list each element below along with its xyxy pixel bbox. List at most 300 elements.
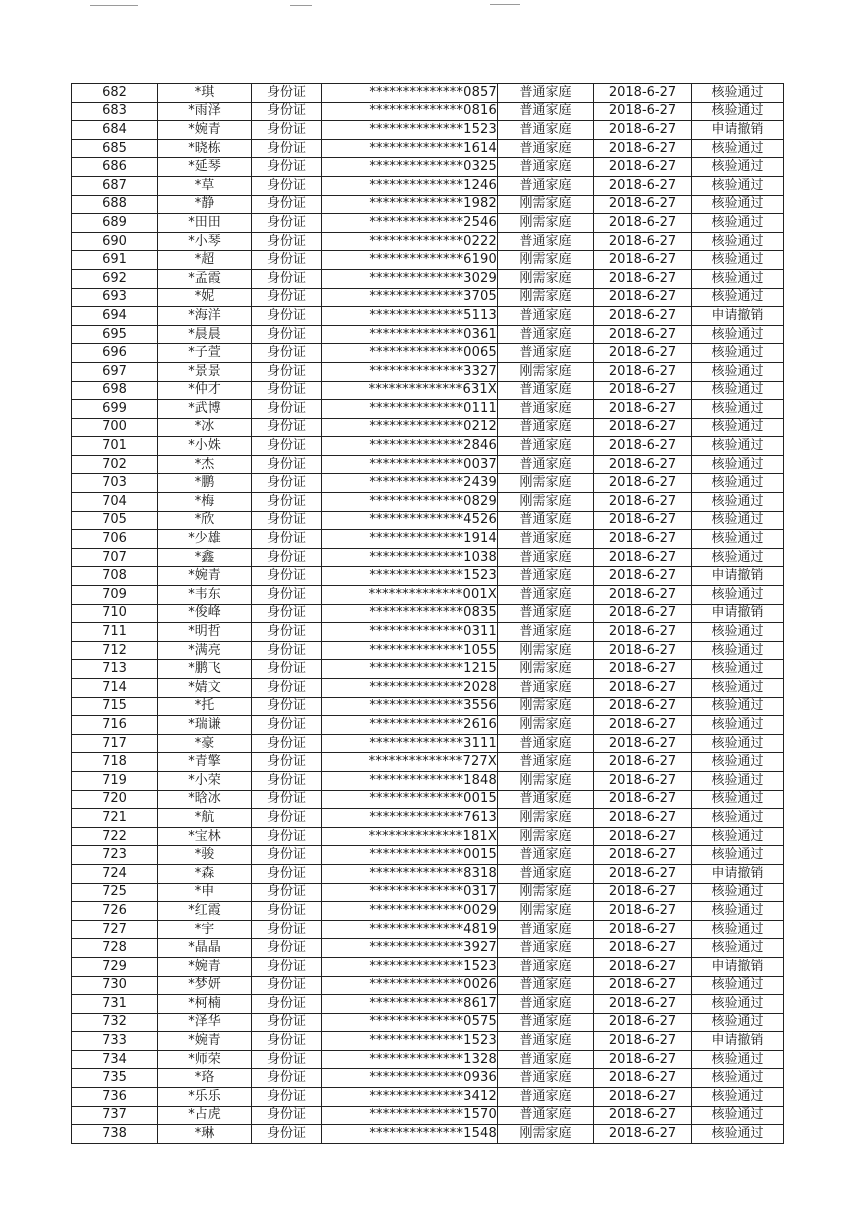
applicant-name: *鑫 [158, 548, 252, 567]
verification-status: 核验通过 [692, 883, 784, 902]
household-category: 普通家庭 [498, 939, 594, 958]
verification-date: 2018-6-27 [594, 176, 692, 195]
verification-date: 2018-6-27 [594, 586, 692, 605]
applicant-name: *航 [158, 809, 252, 828]
document-type: 身份证 [252, 195, 322, 214]
row-number: 724 [72, 864, 158, 883]
masked-id-number: **************1982 [322, 195, 498, 214]
applicant-name: *红霞 [158, 902, 252, 921]
document-type: 身份证 [252, 995, 322, 1014]
verification-date: 2018-6-27 [594, 771, 692, 790]
verification-date: 2018-6-27 [594, 641, 692, 660]
household-category: 普通家庭 [498, 679, 594, 698]
row-number: 734 [72, 1050, 158, 1069]
household-category: 普通家庭 [498, 437, 594, 456]
table-row [72, 771, 784, 790]
row-number: 727 [72, 920, 158, 939]
applicant-name: *雨泽 [158, 102, 252, 121]
verification-status: 核验通过 [692, 771, 784, 790]
document-type: 身份证 [252, 623, 322, 642]
row-number: 700 [72, 418, 158, 437]
document-type: 身份证 [252, 679, 322, 698]
masked-id-number: **************1055 [322, 641, 498, 660]
row-number: 689 [72, 214, 158, 233]
table-row [72, 84, 784, 103]
row-number: 735 [72, 1069, 158, 1088]
household-category: 刚需家庭 [498, 902, 594, 921]
verification-date: 2018-6-27 [594, 790, 692, 809]
applicant-name: *师荣 [158, 1050, 252, 1069]
verification-date: 2018-6-27 [594, 455, 692, 474]
verification-status: 核验通过 [692, 697, 784, 716]
row-number: 692 [72, 269, 158, 288]
household-category: 普通家庭 [498, 846, 594, 865]
verification-date: 2018-6-27 [594, 939, 692, 958]
document-type: 身份证 [252, 641, 322, 660]
applicant-name: *托 [158, 697, 252, 716]
verification-date: 2018-6-27 [594, 604, 692, 623]
applicant-name: *明哲 [158, 623, 252, 642]
household-category: 刚需家庭 [498, 288, 594, 307]
document-type: 身份证 [252, 753, 322, 772]
verification-date: 2018-6-27 [594, 679, 692, 698]
verification-date: 2018-6-27 [594, 381, 692, 400]
household-category: 普通家庭 [498, 957, 594, 976]
verification-date: 2018-6-27 [594, 251, 692, 270]
row-number: 701 [72, 437, 158, 456]
verification-status: 核验通过 [692, 976, 784, 995]
row-number: 703 [72, 474, 158, 493]
verification-status: 核验通过 [692, 753, 784, 772]
table-row [72, 511, 784, 530]
household-category: 普通家庭 [498, 623, 594, 642]
verification-status: 核验通过 [692, 920, 784, 939]
household-category: 刚需家庭 [498, 474, 594, 493]
applicant-name: *申 [158, 883, 252, 902]
table-row [72, 102, 784, 121]
row-number: 710 [72, 604, 158, 623]
verification-date: 2018-6-27 [594, 102, 692, 121]
table-row [72, 362, 784, 381]
verification-date: 2018-6-27 [594, 437, 692, 456]
household-category: 普通家庭 [498, 1013, 594, 1032]
masked-id-number: **************0575 [322, 1013, 498, 1032]
row-number: 732 [72, 1013, 158, 1032]
verification-status: 核验通过 [692, 400, 784, 419]
table-row [72, 790, 784, 809]
table-row [72, 641, 784, 660]
table-row [72, 827, 784, 846]
verification-status: 核验通过 [692, 344, 784, 363]
household-category: 普通家庭 [498, 976, 594, 995]
applicant-name: *柯楠 [158, 995, 252, 1014]
verification-date: 2018-6-27 [594, 1013, 692, 1032]
household-category: 普通家庭 [498, 864, 594, 883]
masked-id-number: **************2028 [322, 679, 498, 698]
verification-status: 核验通过 [692, 176, 784, 195]
verification-status: 申请撤销 [692, 604, 784, 623]
document-type: 身份证 [252, 734, 322, 753]
household-category: 刚需家庭 [498, 214, 594, 233]
document-type: 身份证 [252, 883, 322, 902]
row-number: 717 [72, 734, 158, 753]
masked-id-number: **************3927 [322, 939, 498, 958]
document-type: 身份证 [252, 84, 322, 103]
masked-id-number: **************0026 [322, 976, 498, 995]
document-type: 身份证 [252, 214, 322, 233]
table-row [72, 1013, 784, 1032]
verification-status: 核验通过 [692, 214, 784, 233]
document-type: 身份证 [252, 511, 322, 530]
household-category: 刚需家庭 [498, 1125, 594, 1144]
masked-id-number: **************1614 [322, 139, 498, 158]
table-row [72, 716, 784, 735]
verification-date: 2018-6-27 [594, 697, 692, 716]
document-type: 身份证 [252, 567, 322, 586]
household-category: 普通家庭 [498, 418, 594, 437]
masked-id-number: **************1848 [322, 771, 498, 790]
row-number: 729 [72, 957, 158, 976]
masked-id-number: **************727X [322, 753, 498, 772]
household-category: 普通家庭 [498, 1050, 594, 1069]
verification-status: 核验通过 [692, 195, 784, 214]
table-row [72, 1032, 784, 1051]
verification-date: 2018-6-27 [594, 902, 692, 921]
applicant-name: *静 [158, 195, 252, 214]
masked-id-number: **************1548 [322, 1125, 498, 1144]
applicant-name: *珞 [158, 1069, 252, 1088]
table-row [72, 1088, 784, 1107]
verification-status: 核验通过 [692, 641, 784, 660]
masked-id-number: **************0111 [322, 400, 498, 419]
masked-id-number: **************3111 [322, 734, 498, 753]
verification-date: 2018-6-27 [594, 195, 692, 214]
verification-status: 核验通过 [692, 1069, 784, 1088]
row-number: 720 [72, 790, 158, 809]
document-type: 身份证 [252, 1088, 322, 1107]
table-row [72, 604, 784, 623]
verification-date: 2018-6-27 [594, 511, 692, 530]
table-row [72, 846, 784, 865]
verification-status: 核验通过 [692, 623, 784, 642]
masked-id-number: **************0857 [322, 84, 498, 103]
household-category: 普通家庭 [498, 511, 594, 530]
verification-date: 2018-6-27 [594, 623, 692, 642]
document-type: 身份证 [252, 1069, 322, 1088]
table-row [72, 455, 784, 474]
verification-status: 核验通过 [692, 809, 784, 828]
table-row [72, 920, 784, 939]
row-number: 707 [72, 548, 158, 567]
document-type: 身份证 [252, 176, 322, 195]
verification-date: 2018-6-27 [594, 995, 692, 1014]
row-number: 719 [72, 771, 158, 790]
masked-id-number: **************2846 [322, 437, 498, 456]
applicant-name: *海洋 [158, 307, 252, 326]
applicant-name: *晨晨 [158, 325, 252, 344]
household-category: 普通家庭 [498, 400, 594, 419]
masked-id-number: **************0835 [322, 604, 498, 623]
verification-date: 2018-6-27 [594, 957, 692, 976]
applicant-name: *豪 [158, 734, 252, 753]
verification-date: 2018-6-27 [594, 121, 692, 140]
verification-date: 2018-6-27 [594, 269, 692, 288]
household-category: 普通家庭 [498, 790, 594, 809]
document-type: 身份证 [252, 660, 322, 679]
verification-date: 2018-6-27 [594, 846, 692, 865]
applicant-name: *森 [158, 864, 252, 883]
applicant-name: *鹏 [158, 474, 252, 493]
household-category: 刚需家庭 [498, 771, 594, 790]
table-row [72, 679, 784, 698]
row-number: 697 [72, 362, 158, 381]
document-type: 身份证 [252, 976, 322, 995]
masked-id-number: **************0829 [322, 493, 498, 512]
table-row [72, 288, 784, 307]
masked-id-number: **************8318 [322, 864, 498, 883]
row-number: 684 [72, 121, 158, 140]
document-type: 身份证 [252, 474, 322, 493]
household-category: 刚需家庭 [498, 809, 594, 828]
household-category: 普通家庭 [498, 1069, 594, 1088]
table-row [72, 976, 784, 995]
table-row [72, 251, 784, 270]
document-type: 身份证 [252, 771, 322, 790]
document-type: 身份证 [252, 809, 322, 828]
verification-status: 核验通过 [692, 362, 784, 381]
household-category: 普通家庭 [498, 1032, 594, 1051]
verification-date: 2018-6-27 [594, 493, 692, 512]
masked-id-number: **************0212 [322, 418, 498, 437]
verification-date: 2018-6-27 [594, 716, 692, 735]
verification-date: 2018-6-27 [594, 809, 692, 828]
verification-date: 2018-6-27 [594, 1106, 692, 1125]
document-type: 身份证 [252, 437, 322, 456]
household-category: 刚需家庭 [498, 641, 594, 660]
document-type: 身份证 [252, 288, 322, 307]
verification-status: 核验通过 [692, 1106, 784, 1125]
masked-id-number: **************4819 [322, 920, 498, 939]
verification-date: 2018-6-27 [594, 1050, 692, 1069]
row-number: 683 [72, 102, 158, 121]
household-category: 刚需家庭 [498, 269, 594, 288]
document-type: 身份证 [252, 418, 322, 437]
applicant-name: *草 [158, 176, 252, 195]
document-type: 身份证 [252, 530, 322, 549]
document-type: 身份证 [252, 325, 322, 344]
applicant-name: *俊峰 [158, 604, 252, 623]
household-category: 普通家庭 [498, 325, 594, 344]
applicant-name: *超 [158, 251, 252, 270]
document-type: 身份证 [252, 1106, 322, 1125]
table-row [72, 195, 784, 214]
masked-id-number: **************1246 [322, 176, 498, 195]
row-number: 704 [72, 493, 158, 512]
document-type: 身份证 [252, 400, 322, 419]
verification-status: 核验通过 [692, 455, 784, 474]
verification-status: 核验通过 [692, 530, 784, 549]
masked-id-number: **************2546 [322, 214, 498, 233]
row-number: 698 [72, 381, 158, 400]
masked-id-number: **************0325 [322, 158, 498, 177]
masked-id-number: **************1914 [322, 530, 498, 549]
household-category: 刚需家庭 [498, 493, 594, 512]
document-type: 身份证 [252, 121, 322, 140]
table-row [72, 418, 784, 437]
household-category: 刚需家庭 [498, 883, 594, 902]
verification-date: 2018-6-27 [594, 325, 692, 344]
masked-id-number: **************631X [322, 381, 498, 400]
verification-status: 核验通过 [692, 251, 784, 270]
applicant-name: *韦东 [158, 586, 252, 605]
row-number: 736 [72, 1088, 158, 1107]
verification-status: 核验通过 [692, 381, 784, 400]
applicant-name: *泽华 [158, 1013, 252, 1032]
household-category: 普通家庭 [498, 84, 594, 103]
household-category: 普通家庭 [498, 548, 594, 567]
applicant-name: *婧文 [158, 679, 252, 698]
masked-id-number: **************0311 [322, 623, 498, 642]
masked-id-number: **************1215 [322, 660, 498, 679]
table-row [72, 139, 784, 158]
verification-date: 2018-6-27 [594, 827, 692, 846]
verification-status: 核验通过 [692, 660, 784, 679]
verification-status: 核验通过 [692, 939, 784, 958]
household-category: 普通家庭 [498, 920, 594, 939]
household-category: 普通家庭 [498, 586, 594, 605]
row-number: 693 [72, 288, 158, 307]
verification-status: 核验通过 [692, 102, 784, 121]
row-number: 690 [72, 232, 158, 251]
household-category: 普通家庭 [498, 344, 594, 363]
verification-status: 核验通过 [692, 1050, 784, 1069]
document-type: 身份证 [252, 697, 322, 716]
document-type: 身份证 [252, 902, 322, 921]
verification-status: 核验通过 [692, 474, 784, 493]
row-number: 702 [72, 455, 158, 474]
verification-date: 2018-6-27 [594, 474, 692, 493]
verification-status: 核验通过 [692, 827, 784, 846]
verification-date: 2018-6-27 [594, 660, 692, 679]
applicant-name: *琪 [158, 84, 252, 103]
document-type: 身份证 [252, 790, 322, 809]
document-type: 身份证 [252, 864, 322, 883]
row-number: 725 [72, 883, 158, 902]
household-category: 普通家庭 [498, 381, 594, 400]
masked-id-number: **************3556 [322, 697, 498, 716]
applicant-name: *少雄 [158, 530, 252, 549]
verification-date: 2018-6-27 [594, 976, 692, 995]
table-body [72, 84, 784, 1144]
applicant-name: *子萱 [158, 344, 252, 363]
masked-id-number: **************3327 [322, 362, 498, 381]
scan-artifact-line [90, 5, 138, 6]
applicant-name: *青擎 [158, 753, 252, 772]
document-type: 身份证 [252, 362, 322, 381]
table-row [72, 493, 784, 512]
row-number: 733 [72, 1032, 158, 1051]
document-type: 身份证 [252, 1032, 322, 1051]
table-row [72, 809, 784, 828]
household-category: 刚需家庭 [498, 195, 594, 214]
masked-id-number: **************1523 [322, 1032, 498, 1051]
masked-id-number: **************7613 [322, 809, 498, 828]
household-category: 刚需家庭 [498, 716, 594, 735]
document-type: 身份证 [252, 1125, 322, 1144]
household-category: 普通家庭 [498, 567, 594, 586]
document-type: 身份证 [252, 1013, 322, 1032]
verification-status: 核验通过 [692, 1088, 784, 1107]
applicant-name: *景景 [158, 362, 252, 381]
document-type: 身份证 [252, 939, 322, 958]
table-row [72, 1050, 784, 1069]
document-type: 身份证 [252, 381, 322, 400]
masked-id-number: **************8617 [322, 995, 498, 1014]
masked-id-number: **************0015 [322, 846, 498, 865]
document-type: 身份证 [252, 1050, 322, 1069]
household-category: 普通家庭 [498, 753, 594, 772]
masked-id-number: **************3705 [322, 288, 498, 307]
masked-id-number: **************1523 [322, 567, 498, 586]
table-row [72, 697, 784, 716]
verification-status: 核验通过 [692, 418, 784, 437]
row-number: 738 [72, 1125, 158, 1144]
document-type: 身份证 [252, 232, 322, 251]
household-category: 普通家庭 [498, 176, 594, 195]
applicant-name: *晶晶 [158, 939, 252, 958]
masked-id-number: **************2439 [322, 474, 498, 493]
verification-status: 核验通过 [692, 995, 784, 1014]
verification-status: 申请撤销 [692, 1032, 784, 1051]
row-number: 723 [72, 846, 158, 865]
verification-status: 核验通过 [692, 288, 784, 307]
household-category: 普通家庭 [498, 121, 594, 140]
row-number: 688 [72, 195, 158, 214]
household-category: 普通家庭 [498, 455, 594, 474]
document-type: 身份证 [252, 846, 322, 865]
verification-date: 2018-6-27 [594, 139, 692, 158]
row-number: 709 [72, 586, 158, 605]
document-type: 身份证 [252, 307, 322, 326]
document-type: 身份证 [252, 158, 322, 177]
table-row [72, 232, 784, 251]
table-row [72, 864, 784, 883]
applicant-name: *欣 [158, 511, 252, 530]
verification-date: 2018-6-27 [594, 1032, 692, 1051]
masked-id-number: **************6190 [322, 251, 498, 270]
applicant-name: *小荣 [158, 771, 252, 790]
verification-status: 核验通过 [692, 586, 784, 605]
verification-date: 2018-6-27 [594, 214, 692, 233]
table-row [72, 586, 784, 605]
verification-date: 2018-6-27 [594, 344, 692, 363]
row-number: 712 [72, 641, 158, 660]
verification-status: 核验通过 [692, 493, 784, 512]
row-number: 696 [72, 344, 158, 363]
household-category: 普通家庭 [498, 734, 594, 753]
household-category: 刚需家庭 [498, 827, 594, 846]
household-category: 普通家庭 [498, 1088, 594, 1107]
verification-date: 2018-6-27 [594, 232, 692, 251]
masked-id-number: **************1328 [322, 1050, 498, 1069]
household-category: 刚需家庭 [498, 251, 594, 270]
table-row [72, 957, 784, 976]
row-number: 699 [72, 400, 158, 419]
verification-status: 核验通过 [692, 548, 784, 567]
table-row [72, 734, 784, 753]
row-number: 737 [72, 1106, 158, 1125]
row-number: 685 [72, 139, 158, 158]
